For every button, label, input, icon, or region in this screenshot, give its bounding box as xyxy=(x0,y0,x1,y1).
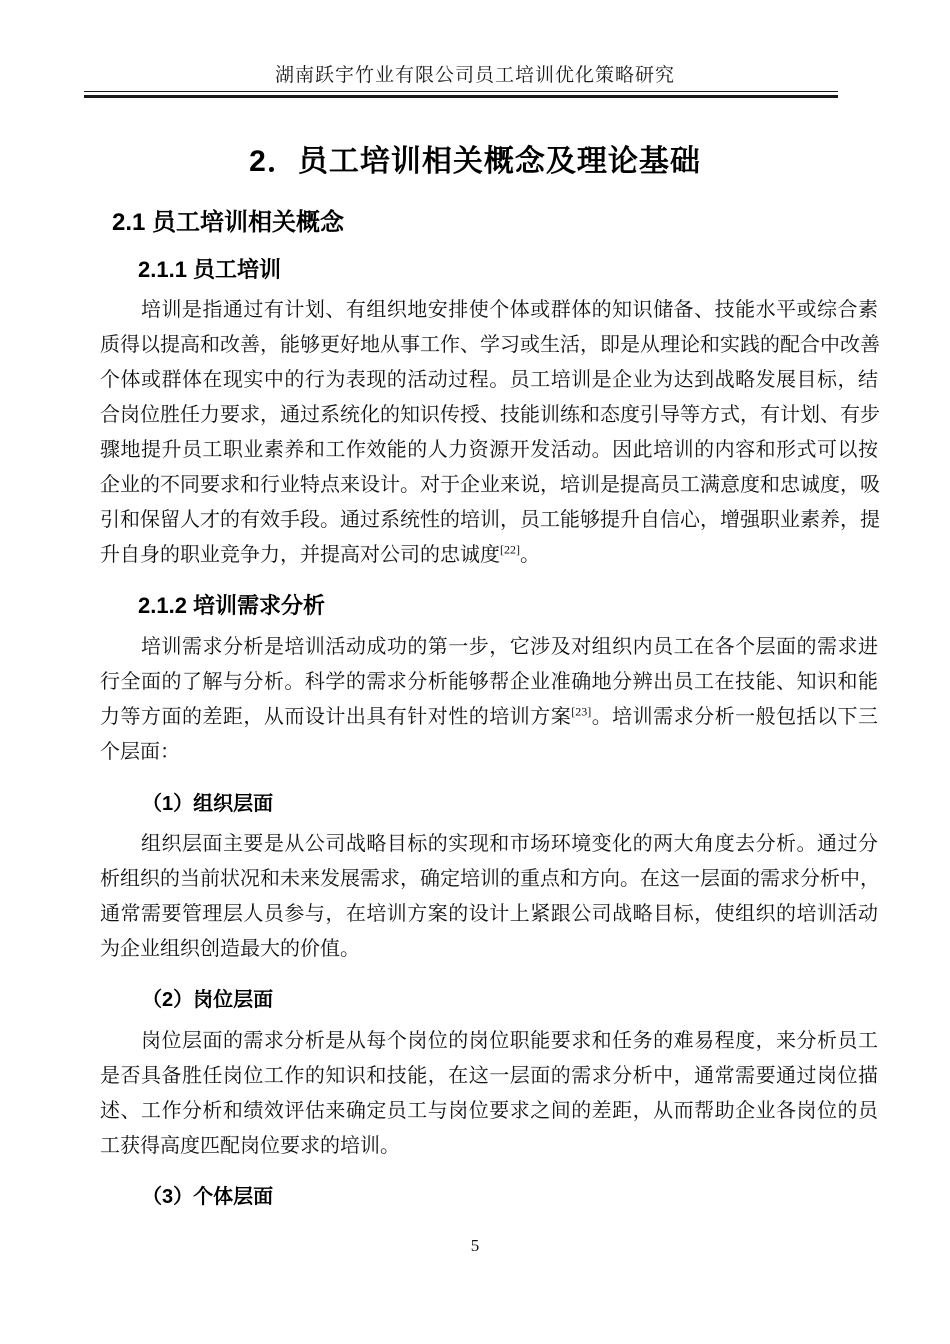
paragraph-line: 升自身的职业竞争力，并提高对公司的忠诚度[22]。 xyxy=(100,542,540,566)
paragraph-line: 力等方面的差距，从而设计出具有针对性的培训方案[23]。培训需求分析一般包括以下三 xyxy=(100,704,879,728)
list-heading-organization-level: （1）组织层面 xyxy=(142,793,274,815)
paragraph-line: 是否具备胜任岗位工作的知识和技能，在这一层面的需求分析中，通常需要通过岗位描 xyxy=(100,1065,878,1087)
paragraph-line: 培训需求分析是培训活动成功的第一步，它涉及对组织内员工在各个层面的需求进 xyxy=(141,636,878,658)
paragraph-line: 质得以提高和改善，能够更好地从事工作、学习或生活，即是从理论和实践的配合中改善 xyxy=(100,334,880,356)
paragraph-line: 培训是指通过有计划、有组织地安排使个体或群体的知识储备、技能水平或综合素 xyxy=(141,299,878,321)
paragraph-organization-level xyxy=(100,827,878,967)
paragraph-needs-analysis xyxy=(100,630,878,770)
citation-ref: [23] xyxy=(571,704,592,719)
paragraph-line: 岗位层面的需求分析是从每个岗位的岗位职能要求和任务的难易程度，来分析员工 xyxy=(141,1030,878,1052)
page-number: 5 xyxy=(470,1236,480,1255)
paragraph-line: 企业的不同要求和行业特点来设计。对于企业来说，培训是提高员工满意度和忠诚度，吸 xyxy=(100,474,880,496)
paragraph-line: 骤地提升员工职业素养和工作效能的人力资源开发活动。因此培训的内容和形式可以按 xyxy=(100,439,878,461)
paragraph-line: 述、工作分析和绩效评估来确定员工与岗位要求之间的差距，从而帮助企业各岗位的员 xyxy=(100,1100,878,1122)
paragraph-line: 引和保留人才的有效手段。通过系统性的培训，员工能够提升自信心，增强职业素养，提 xyxy=(100,509,880,531)
paragraph-line: 合岗位胜任力要求，通过系统化的知识传授、技能训练和态度引导等方式，有计划、有步 xyxy=(100,404,880,426)
paragraph-line: 工获得高度匹配岗位要求的培训。 xyxy=(100,1135,400,1157)
paragraph-line: 个体或群体在现实中的行为表现的活动过程。员工培训是企业为达到战略发展目标，结 xyxy=(100,369,878,391)
paragraph-position-level xyxy=(100,1024,878,1164)
citation-ref: [22] xyxy=(500,542,520,557)
section-heading-2-1: 2.1 员工培训相关概念 xyxy=(112,209,345,236)
chapter-title: 2．员工培训相关概念及理论基础 xyxy=(249,145,701,178)
paragraph-line: 个层面： xyxy=(100,741,180,763)
paragraph-employee-training xyxy=(100,293,878,573)
list-heading-position-level: （2）岗位层面 xyxy=(142,989,274,1011)
paragraph-line: 组织层面主要是从公司战略目标的实现和市场环境变化的两大角度去分析。通过分 xyxy=(141,833,878,855)
paragraph-line: 为企业组织创造最大的价值。 xyxy=(100,938,360,960)
subsection-heading-2-1-2: 2.1.2 培训需求分析 xyxy=(138,593,326,618)
paragraph-line: 行全面的了解与分析。科学的需求分析能够帮企业准确地分辨出员工在技能、知识和能 xyxy=(100,671,878,693)
list-heading-individual-level: （3）个体层面 xyxy=(142,1186,274,1208)
running-head: 湖南跃宇竹业有限公司员工培训优化策略研究 xyxy=(274,65,675,86)
paragraph-line: 通常需要管理层人员参与，在培训方案的设计上紧跟公司战略目标，使组织的培训活动 xyxy=(100,903,878,925)
header-rule xyxy=(84,91,838,98)
subsection-heading-2-1-1: 2.1.1 员工培训 xyxy=(138,257,282,282)
paragraph-line: 析组织的当前状况和未来发展需求，确定培训的重点和方向。在这一层面的需求分析中， xyxy=(100,868,880,890)
